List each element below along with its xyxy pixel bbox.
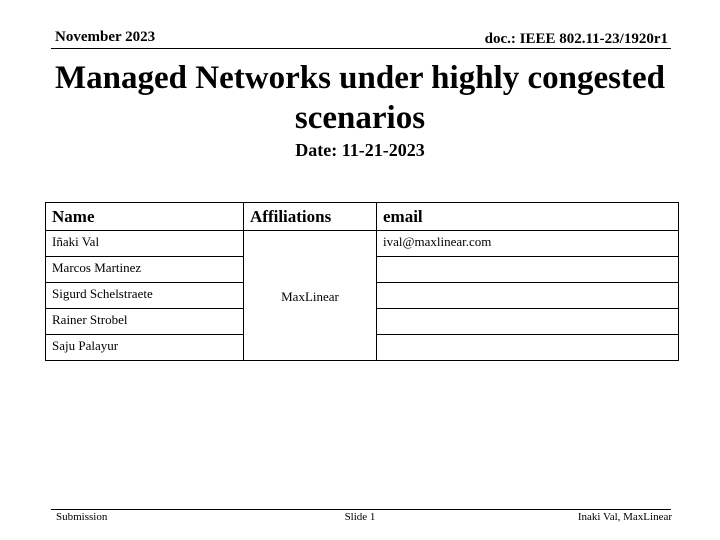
footer-submission: Submission: [56, 511, 108, 523]
author-email: ival@maxlinear.com: [377, 231, 679, 257]
column-header-name: Name: [46, 203, 244, 231]
footer-divider: [51, 509, 671, 510]
table-row: [46, 231, 679, 257]
author-email: [377, 283, 679, 309]
author-name: Saju Palayur: [46, 335, 244, 361]
author-name: Marcos Martinez: [46, 257, 244, 283]
column-header-affiliations: Affiliations: [244, 203, 377, 231]
author-name: Iñaki Val: [46, 231, 244, 257]
author-name: Sigurd Schelstraete: [46, 283, 244, 309]
header-doc-id: doc.: IEEE 802.11-23/1920r1: [484, 31, 668, 47]
footer-author: Inaki Val, MaxLinear: [577, 511, 672, 523]
column-header-email: email: [377, 203, 679, 231]
table-header-row: [46, 203, 679, 231]
author-email: [377, 257, 679, 283]
header-divider: [51, 48, 671, 49]
authors-table: [45, 202, 679, 361]
author-affiliation: MaxLinear: [244, 231, 377, 361]
author-email: [377, 335, 679, 361]
author-name: Rainer Strobel: [46, 309, 244, 335]
author-email: [377, 309, 679, 335]
slide-title: Managed Networks under highly congested scenarios: [55, 60, 665, 136]
presentation-date: Date: 11-21-2023: [295, 140, 425, 160]
header-date: November 2023: [55, 29, 156, 45]
footer-slide-number: Slide 1: [344, 511, 376, 523]
